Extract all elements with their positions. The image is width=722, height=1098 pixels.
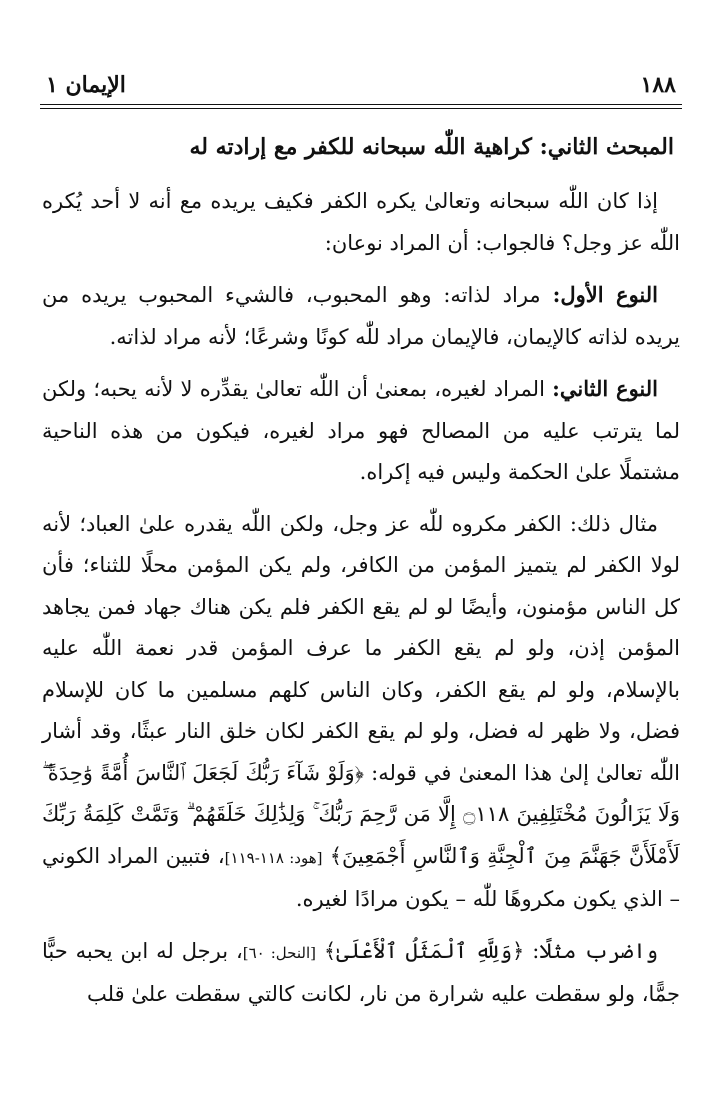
verse-reference-nahl: [النحل: ٦٠]	[242, 943, 316, 962]
paragraph-type-one	[40, 274, 682, 358]
header-divider	[40, 104, 682, 109]
paragraph-example	[40, 504, 682, 921]
type-one-heading: النوع الأول:	[552, 282, 658, 307]
example-conclusion: ، فتبين المراد الكوني – الذي يكون مكروهًا للّٰه – يكون مرادًا لغيره.	[42, 843, 680, 911]
book-title: الإيمان ١	[46, 72, 126, 98]
example-text: مثال ذلك: الكفر مكروه للّٰه عز وجل، ولكن اللّٰه يقدره علىٰ العباد؛ لأنه لولا الكفر لم يتميز المؤمن من الكافر، ولم يكن المؤمن محلًا للثناء؛ فأن كل الناس مؤمنون، وأيضًا لو لم يقع الكفر فلم يكن هناك جهاد فمن يجاهد المؤمن إذن، ولو لم يقع الكفر ما عرف المؤمن قدر نعمة اللّٰه عليه بالإسلام، ولو لم يقع الكفر، وكان الناس كلهم مسلمين ما كان للإسلام فضل، ولا ظهر له فضل، ولو لم يقع الكفر لكان خلق النار عبثًا، وقد أشار اللّٰه تعالىٰ إلىٰ هذا المعنىٰ في قوله:	[42, 511, 680, 785]
parable-text: ، برجل له ابن يحبه حبًّا جمًّا، ولو سقطت عليه شرارة من نار، لكانت كالتي سقطت علىٰ قلب	[42, 938, 680, 1006]
book-page	[40, 58, 682, 1088]
type-two-heading: النوع الثاني:	[552, 376, 658, 401]
type-one-text: مراد لذاته: وهو المحبوب، فالشيء المحبوب يريده من يريده لذاته كالإيمان، فالإيمان مراد للّٰه كونًا وشرعًا؛ لأنه مراد لذاته.	[42, 283, 680, 349]
paragraph-parable	[40, 931, 682, 1016]
verse-reference-hud: [هود: ١١٨-١١٩]	[224, 848, 323, 867]
quran-verse-hud: ﴿وَلَوْ شَآءَ رَبُّكَ لَجَعَلَ ٱلنَّاسَ أُمَّةً وَٰحِدَةً ۖ وَلَا يَزَالُونَ مُخْتَلِفِينَ ۝١١٨ إِلَّا مَن رَّحِمَ رَبُّكَ ۚ وَلِذَٰلِكَ خَلَقَهُمْ ۗ وَتَمَّتْ كَلِمَةُ رَبِّكَ لَأَمْلَأَنَّ جَهَنَّمَ مِنَ ٱلْجِنَّةِ وَٱلنَّاسِ أَجْمَعِينَ﴾	[42, 760, 681, 868]
parable-start: واضرب مثلًا:	[532, 938, 659, 963]
page-number: ١٨٨	[640, 72, 676, 98]
section-title: المبحث الثاني: كراهية اللّٰه سبحانه للكفر مع إرادته له	[189, 134, 674, 160]
paragraph-intro-text: إذا كان اللّٰه سبحانه وتعالىٰ يكره الكفر فكيف يريده مع أنه لا أحد يُكره اللّٰه عز وجل؟ فالجواب: أن المراد نوعان:	[42, 189, 680, 255]
type-two-text: المراد لغيره، بمعنىٰ أن اللّٰه تعالىٰ يقدِّره لا لأنه يحبه؛ ولكن لما يترتب عليه من المصالح فهو مراد لغيره، فيكون من هذه الناحية مشتملًا علىٰ الحكمة وليس فيه إكراه.	[42, 377, 680, 484]
quran-verse-nahl: ﴿وَلِلَّهِ ٱلْمَثَلُ ٱلْأَعْلَىٰ﴾	[323, 938, 525, 963]
paragraph-type-two	[40, 368, 682, 494]
paragraph-intro	[40, 181, 682, 264]
page-header	[40, 58, 682, 102]
